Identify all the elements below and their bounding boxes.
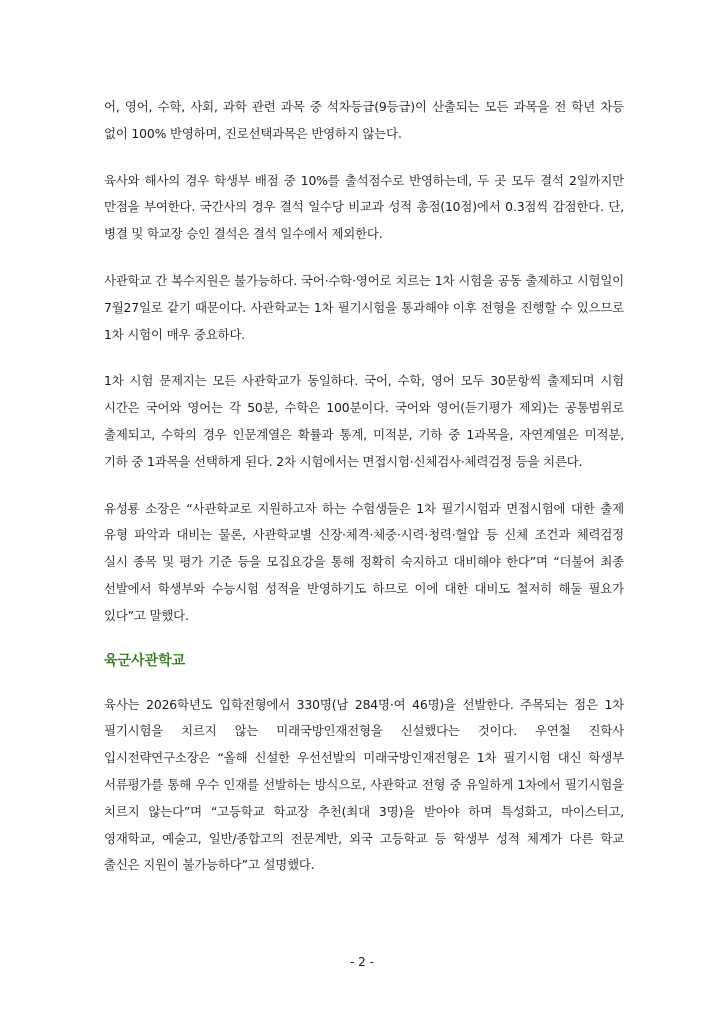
paragraph-gap [104, 348, 624, 368]
paragraph-gap [104, 630, 624, 650]
paragraph-gap [104, 476, 624, 496]
document-body [104, 94, 624, 879]
paragraph-first-exam: 1차 시험 문제지는 모든 사관학교가 동일하다. 국어, 수학, 영어 모두 30문항씩 출제되며 시험 시간은 국어와 영어는 각 50분, 수학은 100분이다. 국어와 영어(듣기평가 제외)는 공통범위로 출제되고, 수학의 경우 인문계열은 확률과 통계, 미적분, 기하 중 1과목을, 자연계열은 미적분, 기하 중 1과목을 선택하게 된다. 2차 시험에서는 면접시험·신체검사·체력검정 등을 치른다. [104, 373, 624, 469]
paragraph-gap [104, 672, 624, 692]
paragraph-director-quote: 유성룡 소장은 “사관학교로 지원하고자 하는 수험생들은 1차 필기시험과 면접시험에 대한 출제 유형 파악과 대비는 물론, 사관학교별 신장·체격·체중·시력·청력·혈압 등 신체 조건과 체력검정 실시 종목 및 평가 기준 등을 모집요강을 통해 정확히 숙지하고 대비해야 한다”며 “더불어 최종 선발에서 학생부와 수능시험 성적을 반영하기도 하므로 이에 대한 대비도 철저히 해둘 필요가 있다”고 말했다. [104, 500, 624, 623]
paragraph-grade-reflection: 어, 영어, 수학, 사회, 과학 관련 과목 중 석차등급(9등급)이 산출되는 모든 과목을 전 학년 차등 없이 100% 반영하며, 진로선택과목은 반영하지 않는다. [104, 99, 624, 141]
section-heading-army-academy: 육군사관학교 [104, 652, 186, 669]
paragraph-army-admission: 육사는 2026학년도 입학전형에서 330명(남 284명·여 46명)을 선발한다. 주목되는 점은 1차 필기시험을 치르지 않는 미래국방인재전형을 신설했다는 것이다. 우연철 진학사 입시전략연구소장은 “올해 신설한 우선선발의 미래국방인재전형은 1차 필기시험 대신 학생부 서류평가를 통해 우수 인재를 선발하는 방식으로, 사관학교 전형 중 유일하게 1차에서 필기시험을 치르지 않는다”며 “고등학교 학교장 추천(최대 3명)을 받아야 하며 특성화고, 마이스터고, 영재학교, 예술고, 일반/종합고의 전문계반, 외국 고등학교 등 학생부 성적 체계가 다른 학교 출신은 지원이 불가능하다”고 설명했다. [104, 696, 624, 873]
paragraph-gap [104, 248, 624, 268]
paragraph-multiple-application: 사관학교 간 복수지원은 불가능하다. 국어·수학·영어로 치르는 1차 시험을 공동 출제하고 시험일이 7월27일로 같기 때문이다. 사관학교는 1차 필기시험을 통과해야 이후 전형을 진행할 수 있으므로 1차 시험이 매우 중요하다. [104, 272, 624, 342]
paragraph-gap [104, 148, 624, 168]
page-number: - 2 - [350, 955, 374, 969]
paragraph-attendance-score: 육사와 해사의 경우 학생부 배점 중 10%를 출석점수로 반영하는데, 두 곳 모두 결석 2일까지만 만점을 부여한다. 국간사의 경우 결석 일수당 비교과 성적 총점(10점)에서 0.3점씩 감점한다. 단, 병결 및 학교장 승인 결석은 결석 일수에서 제외한다. [104, 172, 624, 242]
